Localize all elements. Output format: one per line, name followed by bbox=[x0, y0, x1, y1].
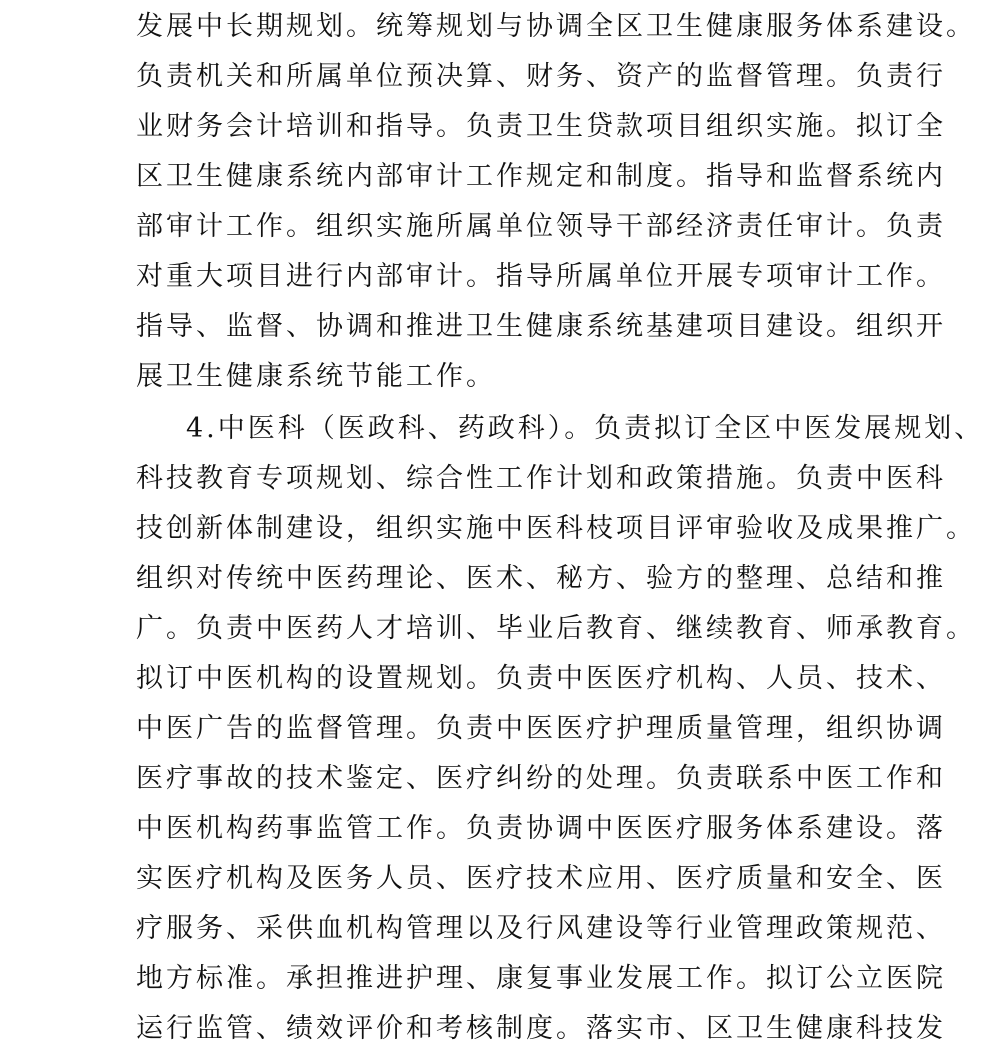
paragraph-2-line-8: 医疗事故的技术鉴定、医疗纠纷的处理。负责联系中医工作和 bbox=[136, 763, 946, 794]
paragraph-1-line-4: 区卫生健康系统内部审计工作规定和制度。指导和监督系统内 bbox=[136, 161, 946, 192]
paragraph-2-line-7: 中医广告的监督管理。负责中医医疗护理质量管理，组织协调 bbox=[136, 713, 946, 744]
paragraph-1-line-3: 业财务会计培训和指导。负责卫生贷款项目组织实施。拟订全 bbox=[136, 111, 946, 142]
paragraph-2-line-1: 4.中医科（医政科、药政科）。负责拟订全区中医发展规划、 bbox=[186, 413, 985, 444]
paragraph-1-line-8: 展卫生健康系统节能工作。 bbox=[136, 361, 496, 392]
paragraph-2-line-13: 运行监管、绩效评价和考核制度。落实市、区卫生健康科技发 bbox=[136, 1013, 946, 1044]
paragraph-2-line-2: 科技教育专项规划、综合性工作计划和政策措施。负责中医科 bbox=[136, 463, 946, 494]
paragraph-2-line-4: 组织对传统中医药理论、医术、秘方、验方的整理、总结和推 bbox=[136, 563, 946, 594]
paragraph-2-line-12: 地方标准。承担推进护理、康复事业发展工作。拟订公立医院 bbox=[136, 963, 946, 994]
paragraph-1-line-1: 发展中长期规划。统筹规划与协调全区卫生健康服务体系建设。 bbox=[136, 11, 976, 42]
paragraph-1-line-2: 负责机关和所属单位预决算、财务、资产的监督管理。负责行 bbox=[136, 61, 946, 92]
paragraph-2-line-11: 疗服务、采供血机构管理以及行风建设等行业管理政策规范、 bbox=[136, 913, 946, 944]
paragraph-2-line-3: 技创新体制建设，组织实施中医科枝项目评审验收及成果推广。 bbox=[136, 513, 976, 544]
paragraph-1-line-5: 部审计工作。组织实施所属单位领导干部经济责任审计。负责 bbox=[136, 211, 946, 242]
paragraph-2-line-6: 拟订中医机构的设置规划。负责中医医疗机构、人员、技术、 bbox=[136, 663, 946, 694]
paragraph-1-line-6: 对重大项目进行内部审计。指导所属单位开展专项审计工作。 bbox=[136, 261, 946, 292]
paragraph-2-line-5: 广。负责中医药人才培训、毕业后教育、继续教育、师承教育。 bbox=[136, 613, 976, 644]
paragraph-2-line-10: 实医疗机构及医务人员、医疗技术应用、医疗质量和安全、医 bbox=[136, 863, 946, 894]
paragraph-2-line-9: 中医机构药事监管工作。负责协调中医医疗服务体系建设。落 bbox=[136, 813, 946, 844]
paragraph-1-line-7: 指导、监督、协调和推进卫生健康系统基建项目建设。组织开 bbox=[136, 311, 946, 342]
